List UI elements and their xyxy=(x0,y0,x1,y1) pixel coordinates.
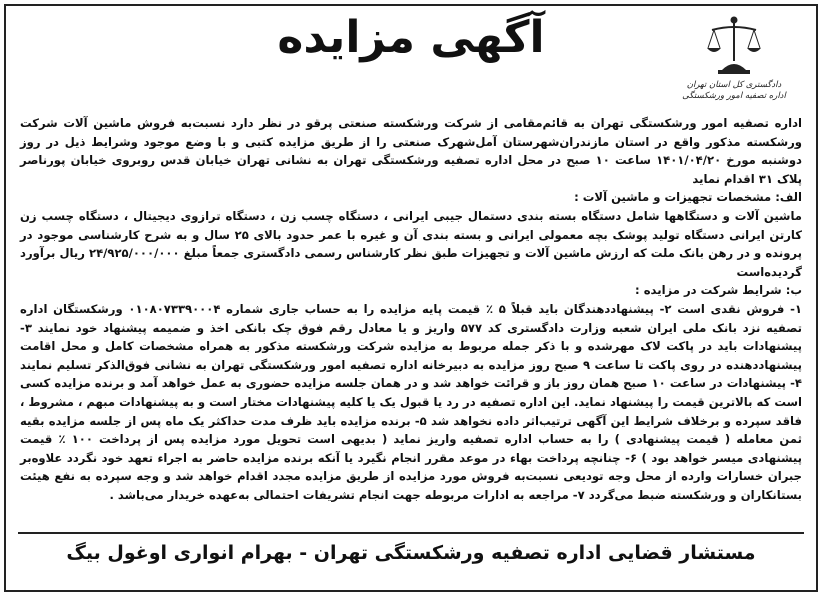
footer-divider xyxy=(18,532,804,534)
notice-frame xyxy=(4,4,818,592)
signature-line: مستشار قضایی اداره تصفیه ورشکستگی تهران - بهرام انواری اوغول بیگ xyxy=(66,542,756,564)
auction-conditions: ۱- فروش نقدی است ۲- پیشنهاددهندگان باید قبلاً ۵ ٪ قیمت پایه مزایده را به حساب جاری شماره ۰۱۰۸۰۷۳۳۹۰۰۰۴ ورشکستگان اداره تصفیه نزد بانک ملی ایران شعبه وزارت دادگستری کد ۵۷۷ واریز و یا معادل رقم فوق چک بانکی اخذ و ضمیمه پیشنهاد خود نمایند ۳- پیشنهادات باید در پاکت لاک مهرشده و با ذکر جمله مربوط به مزایده شرکت ورشکسته مذکور به همراه مشخصات کامل و محل اقامت پیشنهاددهنده در روی پاکت تا ساعت ۹ صبح روز مزایده به دبیرخانه اداره تصفیه امور ورشکستگی تهران به نشانی فوق‌الذکر تسلیم نمایند ۴- پیشنهادات در ساعت ۱۰ صبح همان روز باز و قرائت خواهد شد و در همان جلسه مزایده حضوری به عمل خواهد آمد و برنده مزایده کسی است که بالاترین قیمت را پیشنهاد نماید. این اداره تصفیه در رد یا قبول یک یا کلیه پیشنهادات مختار است و به پیشنهادات مبهم ، مشروط ، فاقد سپرده و برخلاف شرایط این آگهی ترتیب‌اثر داده نخواهد شد ۵- برنده مزایده باید ظرف مدت حداکثر یک ماه پس از جلسه مزایده بقیه ثمن معامله ( قیمت پیشنهادی ) را به حساب اداره تصفیه واریز نماید ( بدیهی است تحویل مورد مزایده پس از پرداخت ۱۰۰ ٪ قیمت پیشنهادی میسر خواهد بود ) ۶- چنانچه پرداخت بهاء در موعد مقرر انجام نگیرد یا آنکه برنده مزایده حاضر به اجراء تعهد خود نگردد علاوه‌بر جبران خسارات وارده از محل وجه تودیعی نسبت‌به فروش مورد مزایده از طریق مزایده مجدد اقدام خواهد شد و وجه سپرده به نفع هیئت بستانکاران و ورشکسته ضبط می‌گردد ۷- مراجعه به ادارات مربوطه جهت انجام تشریفات احتمالی به‌عهده خریدار می‌باشد . xyxy=(20,301,802,502)
emblem-caption-court: دادگستری کل استان تهران xyxy=(686,80,782,90)
section-b-heading: ب: شرایط شرکت در مزایده : xyxy=(635,283,802,298)
emblem-caption-office: اداره تصفیه امور ورشکستگی xyxy=(682,91,786,101)
judiciary-emblem xyxy=(674,14,794,114)
equipment-description: ماشین آلات و دستگاهها شامل دستگاه بسته بندی دستمال جیبی ایرانی ، دستگاه چسب زن ، دستگاه ترازوی دیجیتال ، دستگاه چسب زن کارتن ایرانی دستگاه تولید پوشک بچه معمولی ایرانی و بسته بندی آن و غیره با عمر حدود بالای ۲۵ سال و به شرح کارشناسی موجود در پرونده و در رهن بانک ملت که ارزش ماشین آلات و تجهیزات طبق نظر کارشناس رسمی دادگستری جمعاً مبلغ ۲۴/۹۲۵/۰۰۰/۰۰۰ ریال برآورد گردیده‌است xyxy=(20,208,802,279)
notice-title: آگهی مزایده xyxy=(277,12,545,63)
intro-paragraph: اداره تصفیه امور ورشکستگی تهران به قائم‌مقامی از شرکت ورشکسته صنعتی پرقو در نظر دارد نسبت‌به فروش ماشین آلات شرکت ورشکسته مذکور واقع در استان مازندران‌شهرستان آمل‌شهرک صنعتی را از طریق مزایده کتبی و با وضع موجود و‌شرایط ذیل در روز دوشنبه مورخ ۱۴۰۱/۰۴/۲۰ ساعت ۱۰ صبح در محل اداره تصفیه ورشکستگی تهران به نشانی تهران خیابان قدس روبروی خیابان پورناصر پلاک ۳۱ اقدام نماید xyxy=(20,116,802,186)
scales-of-justice-icon xyxy=(704,14,764,76)
section-a-heading: الف: مشخصات تجهیزات و ماشین آلات : xyxy=(574,190,802,205)
notice-body xyxy=(20,114,802,504)
